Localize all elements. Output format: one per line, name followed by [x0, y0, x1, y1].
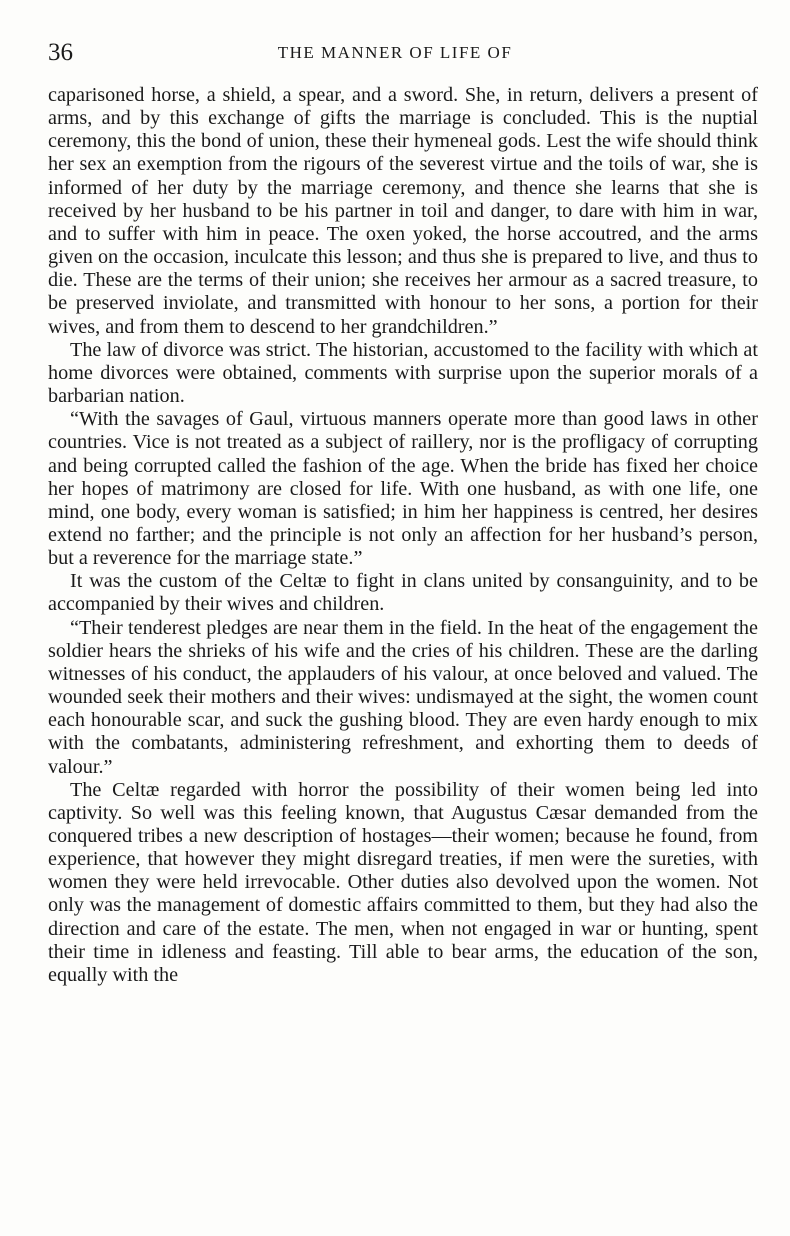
page-number: 36 — [48, 39, 73, 66]
body-text — [48, 84, 758, 987]
page-header — [48, 36, 742, 70]
paragraph-divorce: The law of divorce was strict. The historian, accustomed to the facility with which at home divorces were obtained, comments with surprise upon the superior morals of a barbarian nation. — [48, 338, 758, 408]
paragraph-clans: It was the custom of the Celtæ to fight in clans united by consanguinity, and to be accompanied by their wives and children. — [48, 570, 758, 616]
paragraph-quote-gaul: “With the savages of Gaul, virtuous manners operate more than good laws in other countries. Vice is not treated as a subject of raillery, nor is the profligacy of corrupting and being corrupted called the fashion of the age. When the bride has fixed her choice her hopes of matrimony are closed for life. With one husband, as with one life, one mind, one body, every woman is satisfied; in him her happiness is centred, her desires extend no farther; and the principle is not only an affection for her husband’s person, but a reverence for the marriage state.” — [48, 408, 758, 570]
paragraph-continued: caparisoned horse, a shield, a spear, and a sword. She, in return, delivers a present of arms, and by this exchange of gifts the marriage is concluded. This is the nuptial ceremony, this the bond of union, these their hymeneal gods. Lest the wife should think her sex an exemption from the rigours of the severest virtue and the toils of war, she is informed of her duty by the marriage ceremony, and thence she learns that she is received by her husband to be his partner in toil and danger, to dare with him in war, and to suffer with him in peace. The oxen yoked, the horse accoutred, and the arms given on the occasion, inculcate this lesson; and thus she is prepared to live, and thus to die. These are the terms of their union; she receives her armour as a sacred treasure, to be preserved inviolate, and transmitted with honour to her sons, a portion for their wives, and from them to descend to her grandchildren.” — [48, 84, 758, 338]
paragraph-captivity: The Celtæ regarded with horror the possibility of their women being led into captivity. So well was this feeling known, that Augustus Cæsar demanded from the conquered tribes a new description of hostages—their women; because he found, from experience, that however they might disregard treaties, if men were the sureties, with women they were held irrevocable. Other duties also devolved upon the women. Not only was the management of domestic affairs committed to them, but they had also the direction and care of the estate. The men, when not engaged in war or hunting, spent their time in idleness and feasting. Till able to bear arms, the education of the son, equally with the — [48, 778, 758, 986]
paragraph-quote-field: “Their tenderest pledges are near them in the field. In the heat of the engagement the soldier hears the shrieks of his wife and the cries of his children. These are the darling witnesses of his conduct, the applauders of his valour, at once beloved and valued. The wounded seek their mothers and their wives: undismayed at the sight, the women count each honourable scar, and suck the gushing blood. They are even hardy enough to mix with the combatants, administering refreshment, and exhorting them to deeds of valour.” — [48, 616, 758, 778]
running-title: THE MANNER OF LIFE OF — [277, 43, 513, 62]
